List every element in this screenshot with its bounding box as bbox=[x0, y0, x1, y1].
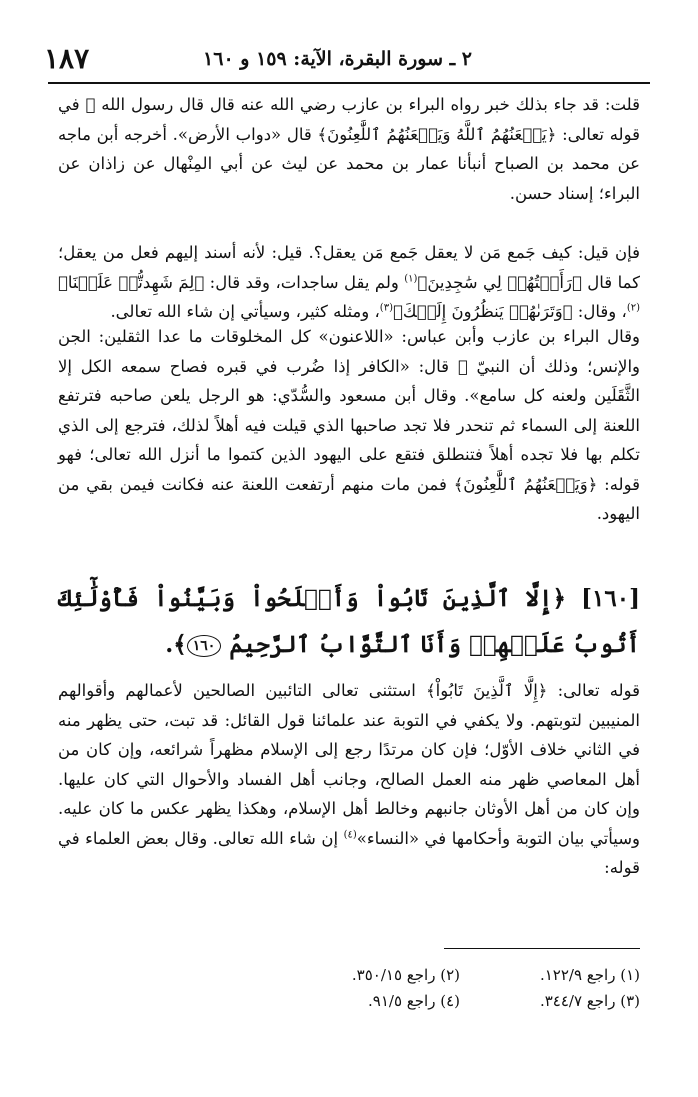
header-divider bbox=[48, 82, 650, 84]
paragraph-text: ، ومثله كثير، وسيأتي إن شاء الله تعالى. bbox=[110, 302, 380, 321]
verse-number: [١٦٠] bbox=[581, 585, 640, 612]
paragraph-la-inun: وقال البراء بن عازب وأبن عباس: «اللاعنون» كل المخلوقات ما عدا الثقلين: الجن والإنس؛ وذلك أن النبيّ ﷺ قال: «الكافر إذا ضُرب في قبره فصاح سمعه الكل إلا الثَّقَلَين ولعنه كل سامع». وقال أبن مسعود والسُّدّي: هو الرجل يلعن صاحبه فترتفع اللعنة إلى السماء ثم تنحدر فلا تجد صاحبها الذي قيلت فيه أهلاً لذلك، فترجع إلى الذي تكلم بها فلا تجده أهلاً فتنطلق فتقع على اليهود الذين كتموا ما أنزل الله تعالى؛ فهو قوله: ﴿وَيَلۡعَنُهُمُ ٱللَّٰعِنُونَ﴾ فمن مات منهم أرتفعت اللعنة عنه فكانت فيمن بقي من اليهود. bbox=[58, 327, 640, 523]
paragraph-question bbox=[58, 238, 640, 327]
paragraph-hadith-note: قلت: قد جاء بذلك خبر رواه البراء بن عازب رضي الله عنه قال قال رسول الله ﷺ في قوله تعالى: ﴿يَلۡعَنُهُمُ ٱللَّهُ وَيَلۡعَنُهُمُ ٱللَّٰعِنُونَ﴾ قال «دواب الأرض». أخرجه أبن ماجه عن محمد بن الصباح أنبأنا عمار بن محمد عن ليث عن أبي المِنْهال عن زاذان عن البراء؛ إسناد حسن. bbox=[58, 95, 640, 203]
footnote-divider bbox=[444, 948, 640, 949]
footnote-row bbox=[280, 962, 640, 988]
verse-text: ﴿إِلَّا ٱلَّذِينَ تَابُواْ وَأَصۡلَحُواْ وَبَيَّنُواْ فَأُوْلَٰٓئِكَ أَتُوبُ عَلَيۡهِمۡ وَأَنَا ٱلتَّوَّابُ ٱلرَّحِيمُ bbox=[58, 585, 640, 658]
ayah-end-marker: ١٦٠ bbox=[187, 635, 222, 657]
paragraph-text: إن شاء الله تعالى. وقال بعض العلماء في قوله: bbox=[58, 828, 640, 877]
paragraph-text: قوله تعالى: ﴿إِلَّا ٱلَّذِينَ تَابُواْ﴾ استثنى تعالى التائبين الصالحين لأعمالهم وأقوالهم المنيبين لتوبتهم. ولا يكفي في التوبة عند علمائنا قول القائل: قد تبت، حتى يظهر منه في الثاني خلاف الأوّل؛ فإن كان مرتدًا رجع إلى الإسلام مظهراً شرائعه، وإن كان من أهل المعاصي ظهر منه العمل الصالح، وجانب أهل الفساد والأحوال التي كان عليها. وإن كان من أهل الأوثان جانبهم وخالط أهل الإسلام، وهكذا يظهر عكس ما كان عليه. وسيأتي بيان التوبة وأحكامها في «النساء» bbox=[58, 681, 640, 848]
footnote-2: (٢) راجع ٣٥٠/١٥. bbox=[351, 966, 460, 984]
paragraph-text: فإن قيل: كيف جَمع مَن لا يعقل جَمع مَن يعقل؟. قيل: لأنه أسند إليهم فعل من يعقل؛ كما قال ﴿رَأَيۡتُهُمۡ لِي سَٰجِدِينَ﴾ bbox=[58, 243, 640, 292]
verse-close: ﴾. bbox=[165, 631, 187, 658]
footnote-4: (٤) راجع ٩١/٥. bbox=[368, 992, 460, 1010]
footnote-ref-3: (٣) bbox=[379, 302, 393, 314]
paragraph-tafsir-160 bbox=[58, 676, 640, 883]
footnote-ref-2: (٢) bbox=[626, 302, 640, 314]
verse-160 bbox=[58, 576, 640, 668]
footnote-ref-4: (٤) bbox=[343, 829, 357, 840]
page-number: ١٨٧ bbox=[44, 42, 90, 75]
page-header bbox=[38, 40, 660, 80]
footnote-ref-1: (١) bbox=[404, 273, 418, 284]
footnotes bbox=[280, 962, 640, 1014]
footnote-3: (٣) راجع ٣٤٤/٧. bbox=[539, 992, 640, 1010]
paragraph-text: ، وقال: ﴿وَتَرَىٰهُمۡ يَنظُرُونَ إِلَيۡكَ﴾ bbox=[392, 302, 627, 321]
running-title: ٢ ـ سورة البقرة، الآية: ١٥٩ و ١٦٠ bbox=[203, 48, 472, 70]
footnote-row bbox=[280, 988, 640, 1014]
footnote-1: (١) راجع ١٢٢/٩. bbox=[539, 966, 640, 984]
paragraph-text: ولم يقل ساجدات، وقد قال: ﴿لِمَ شَهِدتُّمۡ عَلَيۡنَا﴾ bbox=[58, 272, 405, 292]
